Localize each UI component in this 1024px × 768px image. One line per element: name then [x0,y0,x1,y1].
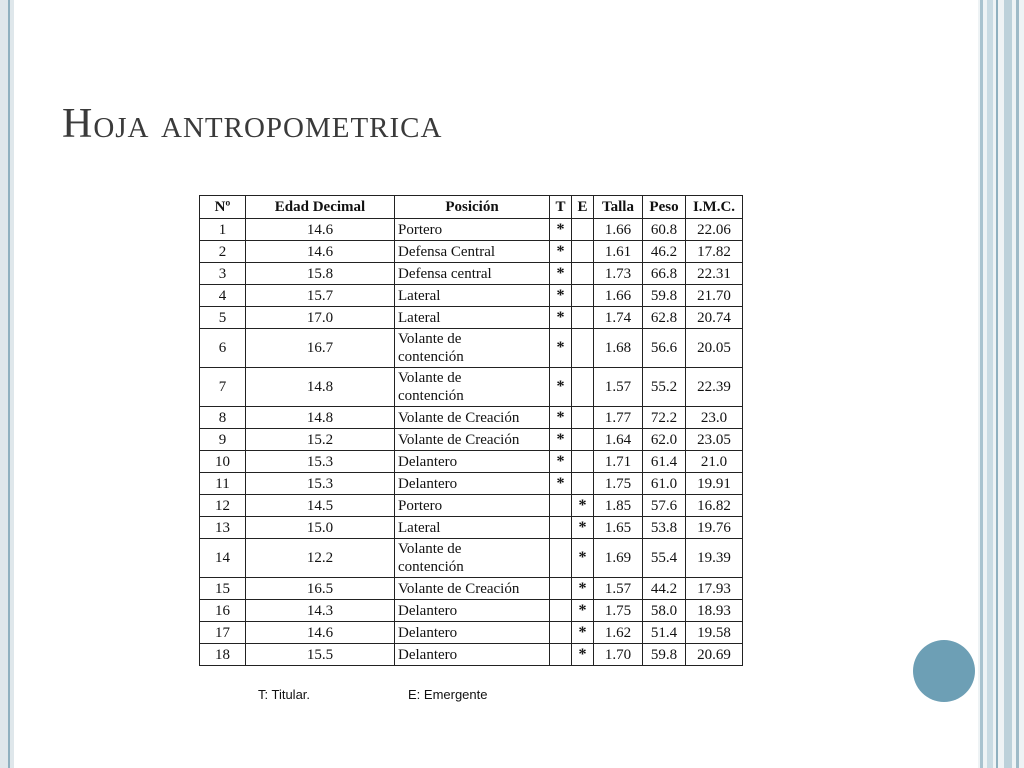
cell-bmi: 20.05 [686,329,743,368]
anthropometric-table [199,195,743,666]
cell-bmi: 22.39 [686,368,743,407]
cell-position: Defensa central [395,263,550,285]
cell-number: 4 [200,285,246,307]
cell-weight: 57.6 [643,495,686,517]
cell-bmi: 19.91 [686,473,743,495]
cell-weight: 61.4 [643,451,686,473]
cell-number: 3 [200,263,246,285]
table-row [200,517,743,539]
cell-position: Portero [395,495,550,517]
header-titular: T [550,196,572,219]
cell-emergente-mark [572,241,594,263]
header-height: Talla [594,196,643,219]
cell-decimal-age: 15.5 [246,644,395,666]
cell-position: Defensa Central [395,241,550,263]
cell-number: 7 [200,368,246,407]
cell-weight: 55.4 [643,539,686,578]
cell-position: Lateral [395,307,550,329]
cell-emergente-mark: * [572,539,594,578]
cell-titular-mark: * [550,407,572,429]
cell-bmi: 22.31 [686,263,743,285]
cell-decimal-age: 14.5 [246,495,395,517]
cell-number: 8 [200,407,246,429]
decorative-stripe [1016,0,1019,768]
cell-position: Volante de Creación [395,407,550,429]
cell-decimal-age: 16.7 [246,329,395,368]
cell-height: 1.70 [594,644,643,666]
cell-emergente-mark [572,451,594,473]
cell-weight: 55.2 [643,368,686,407]
table-row [200,473,743,495]
cell-titular-mark: * [550,368,572,407]
decorative-stripe [987,0,993,768]
table-row [200,368,743,407]
cell-weight: 59.8 [643,285,686,307]
cell-number: 14 [200,539,246,578]
slide-title: Hoja antropometrica [62,101,443,147]
cell-height: 1.66 [594,285,643,307]
cell-emergente-mark: * [572,622,594,644]
cell-bmi: 22.06 [686,219,743,241]
cell-titular-mark [550,622,572,644]
slide-left-border [0,0,14,768]
header-emergente: E [572,196,594,219]
cell-emergente-mark: * [572,600,594,622]
cell-height: 1.71 [594,451,643,473]
cell-bmi: 18.93 [686,600,743,622]
cell-number: 1 [200,219,246,241]
header-decimal-age: Edad Decimal [246,196,395,219]
cell-weight: 66.8 [643,263,686,285]
cell-position: Volante de contención [395,539,550,578]
table-row [200,600,743,622]
table-row [200,644,743,666]
table-row [200,219,743,241]
cell-position: Delantero [395,451,550,473]
cell-decimal-age: 17.0 [246,307,395,329]
cell-decimal-age: 15.3 [246,451,395,473]
cell-height: 1.61 [594,241,643,263]
cell-titular-mark [550,517,572,539]
decorative-stripe [996,0,998,768]
cell-emergente-mark: * [572,578,594,600]
cell-titular-mark: * [550,263,572,285]
cell-bmi: 19.76 [686,517,743,539]
table-row [200,429,743,451]
cell-weight: 56.6 [643,329,686,368]
table-row [200,329,743,368]
cell-emergente-mark: * [572,495,594,517]
cell-weight: 62.0 [643,429,686,451]
cell-bmi: 17.93 [686,578,743,600]
cell-number: 15 [200,578,246,600]
cell-height: 1.75 [594,473,643,495]
cell-height: 1.62 [594,622,643,644]
cell-emergente-mark [572,329,594,368]
cell-titular-mark [550,495,572,517]
cell-height: 1.66 [594,219,643,241]
cell-emergente-mark [572,307,594,329]
cell-emergente-mark: * [572,644,594,666]
table-row [200,407,743,429]
cell-bmi: 16.82 [686,495,743,517]
cell-titular-mark: * [550,451,572,473]
cell-weight: 58.0 [643,600,686,622]
table-row [200,241,743,263]
table-row [200,263,743,285]
cell-number: 18 [200,644,246,666]
cell-number: 13 [200,517,246,539]
cell-emergente-mark [572,263,594,285]
cell-bmi: 23.05 [686,429,743,451]
cell-weight: 46.2 [643,241,686,263]
cell-titular-mark [550,600,572,622]
cell-titular-mark: * [550,285,572,307]
cell-number: 2 [200,241,246,263]
cell-decimal-age: 15.8 [246,263,395,285]
cell-titular-mark: * [550,241,572,263]
decorative-stripe [980,0,983,768]
cell-height: 1.65 [594,517,643,539]
cell-titular-mark [550,578,572,600]
cell-bmi: 21.70 [686,285,743,307]
cell-position: Delantero [395,473,550,495]
cell-height: 1.73 [594,263,643,285]
cell-position: Volante de Creación [395,429,550,451]
cell-titular-mark: * [550,219,572,241]
cell-decimal-age: 15.7 [246,285,395,307]
cell-decimal-age: 14.6 [246,241,395,263]
cell-number: 16 [200,600,246,622]
cell-decimal-age: 16.5 [246,578,395,600]
table-row [200,578,743,600]
cell-height: 1.69 [594,539,643,578]
cell-bmi: 17.82 [686,241,743,263]
cell-emergente-mark [572,407,594,429]
legend-emergente: E: Emergente [408,687,488,702]
table-row [200,307,743,329]
cell-decimal-age: 15.2 [246,429,395,451]
cell-height: 1.68 [594,329,643,368]
cell-weight: 53.8 [643,517,686,539]
cell-emergente-mark [572,368,594,407]
cell-decimal-age: 14.6 [246,219,395,241]
cell-emergente-mark [572,429,594,451]
cell-number: 6 [200,329,246,368]
cell-titular-mark: * [550,429,572,451]
cell-titular-mark: * [550,473,572,495]
cell-number: 10 [200,451,246,473]
header-weight: Peso [643,196,686,219]
cell-height: 1.64 [594,429,643,451]
cell-weight: 72.2 [643,407,686,429]
cell-bmi: 19.58 [686,622,743,644]
cell-decimal-age: 14.8 [246,407,395,429]
cell-decimal-age: 15.3 [246,473,395,495]
cell-position: Volante de Creación [395,578,550,600]
cell-weight: 62.8 [643,307,686,329]
table-row [200,495,743,517]
cell-weight: 44.2 [643,578,686,600]
cell-height: 1.57 [594,368,643,407]
cell-height: 1.57 [594,578,643,600]
cell-weight: 51.4 [643,622,686,644]
cell-decimal-age: 12.2 [246,539,395,578]
cell-emergente-mark [572,473,594,495]
cell-position: Portero [395,219,550,241]
cell-number: 17 [200,622,246,644]
cell-height: 1.77 [594,407,643,429]
cell-position: Volante de contención [395,329,550,368]
cell-number: 9 [200,429,246,451]
anthropometric-table-container [199,195,742,666]
header-position: Posición [395,196,550,219]
cell-number: 5 [200,307,246,329]
cell-decimal-age: 14.6 [246,622,395,644]
cell-position: Lateral [395,285,550,307]
cell-decimal-age: 14.3 [246,600,395,622]
table-row [200,285,743,307]
header-number: Nº [200,196,246,219]
decorative-circle [913,640,975,702]
cell-emergente-mark [572,285,594,307]
table-row [200,539,743,578]
cell-position: Delantero [395,600,550,622]
cell-bmi: 20.74 [686,307,743,329]
cell-position: Delantero [395,644,550,666]
cell-number: 12 [200,495,246,517]
cell-weight: 59.8 [643,644,686,666]
table-row [200,451,743,473]
cell-number: 11 [200,473,246,495]
cell-bmi: 23.0 [686,407,743,429]
cell-titular-mark [550,644,572,666]
cell-emergente-mark: * [572,517,594,539]
cell-bmi: 20.69 [686,644,743,666]
legend-titular: T: Titular. [258,687,311,702]
table-header-row [200,196,743,219]
cell-titular-mark [550,539,572,578]
cell-position: Volante de contención [395,368,550,407]
cell-height: 1.74 [594,307,643,329]
cell-weight: 60.8 [643,219,686,241]
cell-titular-mark: * [550,307,572,329]
cell-position: Delantero [395,622,550,644]
cell-bmi: 19.39 [686,539,743,578]
cell-weight: 61.0 [643,473,686,495]
cell-height: 1.85 [594,495,643,517]
cell-titular-mark: * [550,329,572,368]
cell-decimal-age: 14.8 [246,368,395,407]
cell-emergente-mark [572,219,594,241]
cell-decimal-age: 15.0 [246,517,395,539]
table-row [200,622,743,644]
decorative-stripe [1004,0,1012,768]
cell-bmi: 21.0 [686,451,743,473]
cell-height: 1.75 [594,600,643,622]
cell-position: Lateral [395,517,550,539]
header-bmi: I.M.C. [686,196,743,219]
